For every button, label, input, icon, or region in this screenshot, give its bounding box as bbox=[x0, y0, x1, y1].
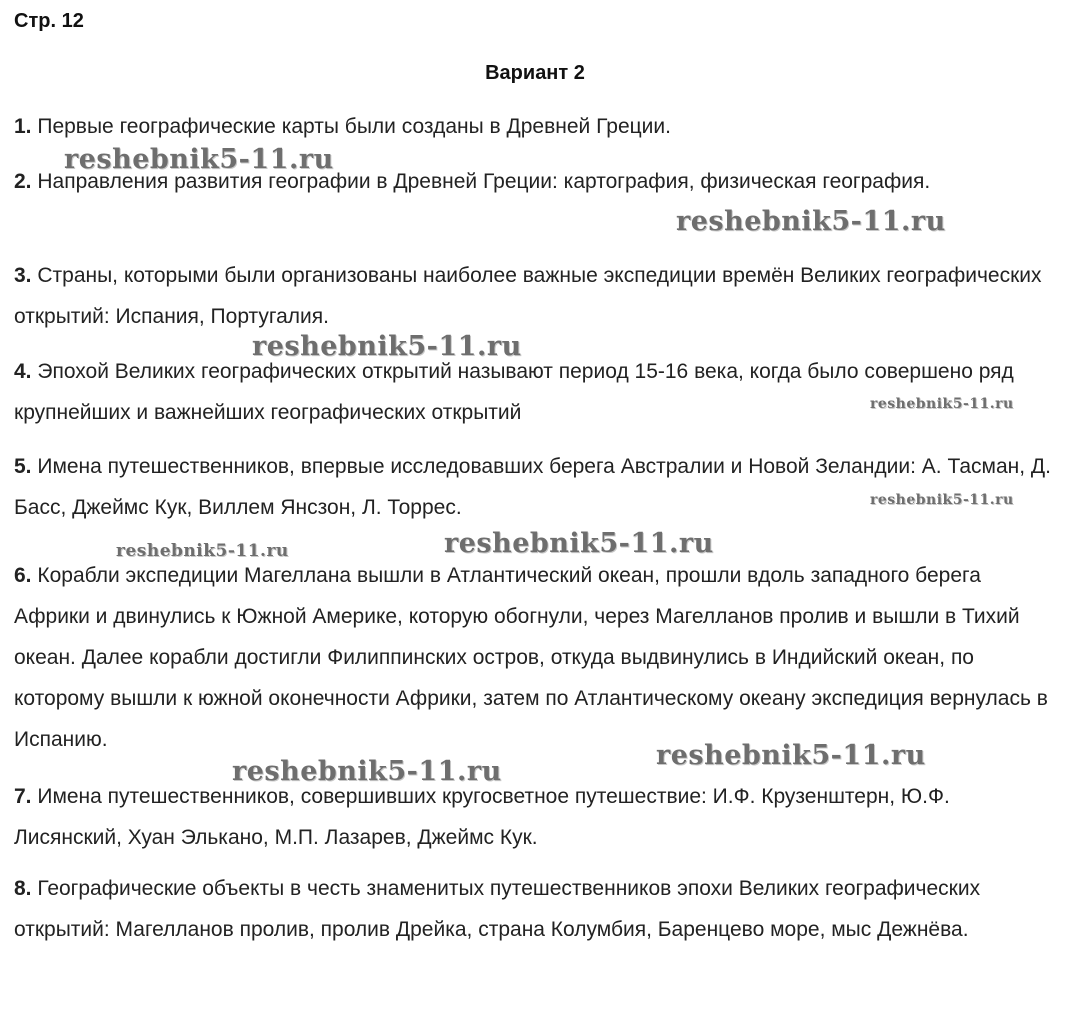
answer-item bbox=[14, 555, 1062, 760]
answer-text: Имена путешественников, совершивших кругосветное путешествие: И.Ф. Крузенштерн, Ю.Ф. Лисянский, Хуан Элькано, М.П. Лазарев, Джеймс Кук. bbox=[14, 785, 950, 849]
answer-text: Направления развития географии в Древней Греции: картография, физическая география. bbox=[31, 170, 931, 193]
answer-text: Имена путешественников, впервые исследовавших берега Австралии и Новой Зеландии: А. Тасман, Д. Басс, Джеймс Кук, Виллем Янсзон, Л. Торрес. bbox=[14, 455, 1051, 519]
watermark: reshebnik5-11.ru bbox=[676, 206, 946, 237]
answer-number: 5. bbox=[14, 455, 32, 478]
variant-title: Вариант 2 bbox=[485, 62, 585, 84]
answer-text: Эпохой Великих географических открытий называют период 15-16 века, когда было совершено ряд крупнейших и важнейших географических открытий bbox=[14, 360, 1014, 424]
answer-text: Корабли экспедиции Магеллана вышли в Атлантический океан, прошли вдоль западного берега Африки и двинулись к Южной Америке, которую обогнули, через Магелланов пролив и вышли в Тихий океан. Далее корабли достигли Филиппинских остров, откуда выдвинулись в Индийский океан, по которому вышли к южной оконечности Африки, затем по Атлантическому океану экспедиция вернулась в Испанию. bbox=[14, 564, 1048, 751]
answer-number: 3. bbox=[14, 264, 32, 287]
answer-item bbox=[14, 446, 1062, 528]
answer-number: 1. bbox=[14, 115, 32, 138]
watermark: reshebnik5-11.ru bbox=[116, 541, 289, 561]
answer-number: 6. bbox=[14, 564, 32, 587]
watermark: reshebnik5-11.ru bbox=[656, 740, 926, 771]
answer-item bbox=[14, 868, 1062, 950]
answer-text: Первые географические карты были созданы в Древней Греции. bbox=[31, 115, 671, 138]
answer-item bbox=[14, 255, 1062, 337]
watermark: reshebnik5-11.ru bbox=[870, 492, 1014, 508]
answer-item bbox=[14, 106, 1062, 147]
page-number: Стр. 12 bbox=[14, 10, 84, 32]
watermark: reshebnik5-11.ru bbox=[232, 756, 502, 787]
watermark: reshebnik5-11.ru bbox=[252, 331, 522, 362]
answer-number: 2. bbox=[14, 170, 32, 193]
answer-text: Страны, которыми были организованы наиболее важные экспедиции времён Великих географических открытий: Испания, Португалия. bbox=[14, 264, 1042, 328]
answer-text: Географические объекты в честь знаменитых путешественников эпохи Великих географических открытий: Магелланов пролив, пролив Дрейка, страна Колумбия, Баренцево море, мыс Дежнёва. bbox=[14, 877, 981, 941]
answer-number: 7. bbox=[14, 785, 32, 808]
watermark: reshebnik5-11.ru bbox=[870, 396, 1014, 412]
answer-item bbox=[14, 776, 1062, 858]
watermark: reshebnik5-11.ru bbox=[64, 144, 334, 175]
watermark: reshebnik5-11.ru bbox=[444, 528, 714, 559]
answer-number: 8. bbox=[14, 877, 32, 900]
answer-number: 4. bbox=[14, 360, 32, 383]
answer-item bbox=[14, 351, 1062, 433]
